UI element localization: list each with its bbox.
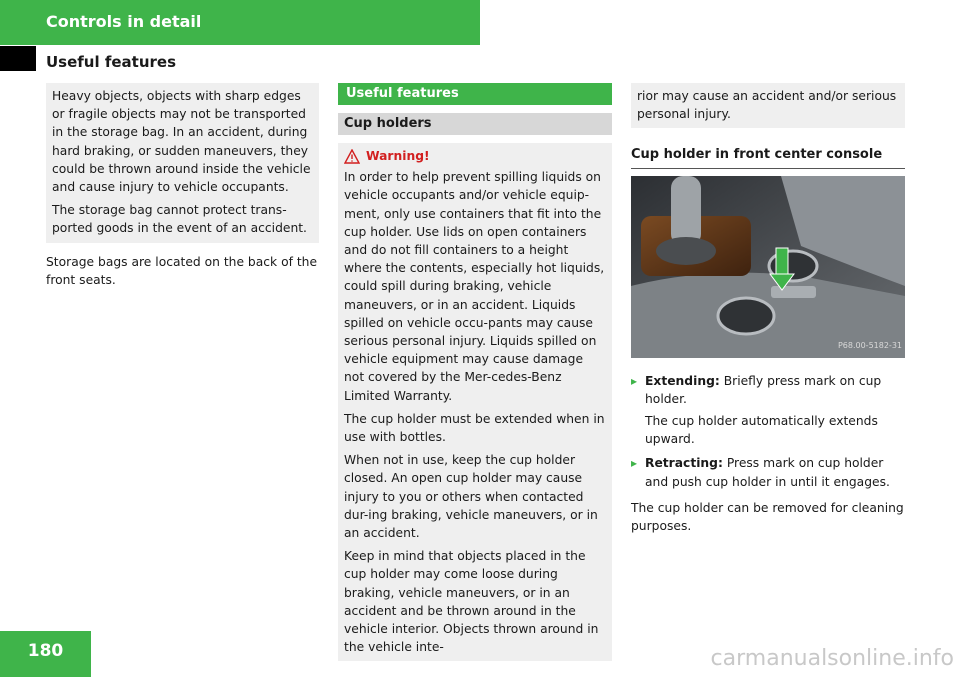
warning-header bbox=[344, 147, 606, 165]
warning-paragraph-2: The cup holder must be extended when in use with bottles. bbox=[344, 411, 605, 445]
cup-holders-heading: Cup holders bbox=[338, 113, 612, 135]
column-1 bbox=[46, 83, 319, 294]
step-arrow-icon: ▸ bbox=[631, 456, 638, 471]
cup-holder-photo bbox=[631, 176, 905, 358]
warning-label: Warning! bbox=[366, 149, 430, 163]
step-arrow-icon: ▸ bbox=[631, 373, 638, 388]
warning-paragraph-4: Keep in mind that objects placed in the cup holder may come loose during braking, vehicle maneuvers, or in an accident and be thrown around in the vehicle interior. Objects thrown around in the vehicle inte- bbox=[344, 549, 599, 655]
caution-paragraph-1: Heavy objects, objects with sharp edges or fragile objects may not be transported in the storage bag. In an accident, during hard braking, or sudden maneuvers, they could be thrown around inside the vehicle and cause injury to vehicle occupants. bbox=[52, 89, 311, 195]
step-note: The cup holder automatically extends upward. bbox=[645, 414, 878, 447]
warning-paragraph-3: When not in use, keep the cup holder closed. An open cup holder may cause injury to you or others when contacted dur-ing braking, vehicle maneuvers, or in an accident. bbox=[344, 453, 598, 541]
storage-bags-text: Storage bags are located on the back of the front seats. bbox=[46, 254, 318, 287]
subsection-title: Useful features bbox=[46, 53, 177, 71]
step-text: Briefly press mark on cup holder. bbox=[645, 373, 882, 406]
warning-box bbox=[338, 143, 612, 661]
warning-paragraph-1: In order to help prevent spilling liquids on vehicle occupants and/or vehicle equip-ment, only use containers that fit into the cup holder. Use lids on open containers and do not fill containers to a height where the contents, especially hot liquids, could spill during braking, vehicle maneuvers, or in an accident. Liquids spilled on vehicle occu-pants may cause serious personal injury. Liquids spilled on vehicle equipment may cause damage not covered by the Mer-cedes-Benz Limited Warranty. bbox=[344, 170, 605, 403]
caution-box bbox=[46, 83, 319, 243]
step-extending bbox=[631, 372, 905, 449]
removal-note: The cup holder can be removed for cleaning purposes. bbox=[631, 500, 904, 534]
step-retracting bbox=[631, 454, 905, 490]
warning-continued-text: rior may cause an accident and/or serious personal injury. bbox=[637, 89, 897, 122]
step-label: Retracting: bbox=[645, 456, 723, 471]
photo-caption: P68.00-5182-31 bbox=[837, 341, 902, 351]
page-number: 180 bbox=[27, 641, 64, 661]
section-title: Controls in detail bbox=[46, 12, 202, 31]
black-tab-marker bbox=[0, 46, 36, 71]
step-label: Extending: bbox=[645, 373, 720, 388]
warning-continued-box bbox=[631, 83, 905, 128]
warning-triangle-icon bbox=[344, 149, 360, 164]
step-text: Press mark on cup holder and push cup holder in until it engages. bbox=[645, 456, 890, 489]
column-2 bbox=[338, 83, 612, 661]
useful-features-heading: Useful features bbox=[338, 83, 612, 105]
caution-paragraph-2: The storage bag cannot protect trans-ported goods in the event of an accident. bbox=[52, 203, 307, 236]
column-3 bbox=[631, 83, 905, 540]
console-illustration bbox=[631, 176, 905, 358]
page-number-box bbox=[0, 631, 91, 677]
watermark: carmanualsonline.info bbox=[710, 646, 954, 671]
section-tab bbox=[0, 0, 480, 45]
cup-holder-heading: Cup holder in front center console bbox=[631, 146, 905, 168]
